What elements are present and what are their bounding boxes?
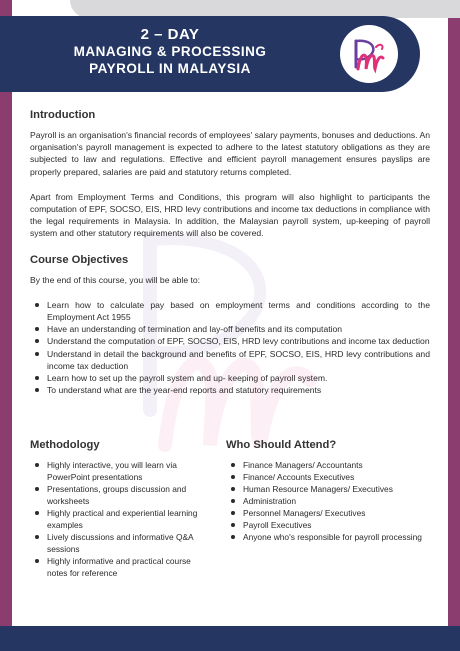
list-item: Finance Managers/ Accountants <box>226 459 430 471</box>
list-item: Finance/ Accounts Executives <box>226 471 430 483</box>
list-item: Understand in detail the background and benefits of EPF, SOCSO, EIS, HRD levy contributions and income tax deduction <box>30 348 430 372</box>
left-side-band <box>0 0 12 651</box>
course-duration: 2 – DAY <box>140 26 200 43</box>
course-title <box>0 26 340 77</box>
methodology-heading: Methodology <box>30 439 100 451</box>
list-item: Payroll Executives <box>226 519 430 531</box>
list-item: Highly interactive, you will learn via PowerPoint presentations <box>30 459 208 483</box>
list-item: Highly practical and experiential learning examples <box>30 507 208 531</box>
introduction-paragraph: Payroll is an organisation's financial records of employees' salary payments, bonuses and deductions. An organisation's payroll management is expected to adhere to the latest statutory obligations as they are subjected to law and regulations. Effective and efficient payroll management ensures payslips are properly prepared, salaries are paid and statutory returns completed. <box>30 130 430 177</box>
list-item: Human Resource Managers/ Executives <box>226 483 430 495</box>
who-should-attend-column <box>226 438 430 543</box>
list-item: Learn how to calculate pay based on employment terms and conditions according to the Employment Act 1955 <box>30 299 430 323</box>
course-title-line-2: PAYROLL IN MALAYSIA <box>89 61 251 76</box>
attendee-list <box>226 459 430 543</box>
course-title-line-1: MANAGING & PROCESSING <box>73 44 267 59</box>
footer-bar <box>0 626 460 651</box>
list-item: Administration <box>226 495 430 507</box>
objectives-lead: By the end of this course, you will be able to: <box>30 274 201 285</box>
list-item: Presentations, groups discussion and worksheets <box>30 483 208 507</box>
list-item: Have an understanding of termination and lay-off benefits and its computation <box>30 323 430 335</box>
methodology-list <box>30 459 208 579</box>
list-item: Learn how to set up the payroll system and up- keeping of payroll system. <box>30 372 430 384</box>
introduction-heading: Introduction <box>30 109 96 121</box>
list-item: Lively discussions and informative Q&A sessions <box>30 531 208 555</box>
list-item: Anyone who's responsible for payroll processing <box>226 531 430 543</box>
introduction-paragraph: Apart from Employment Terms and Conditions, this program will also highlight to participants the computation of EPF, SOCSO, EIS, HRD levy contributions and income tax deductions in compliance with the legal requirements in Malaysia. In addition, the Malaysian payroll system, up-keeping of payroll system and other statutory requirements will also be covered. <box>30 191 430 239</box>
main-content <box>30 108 430 396</box>
list-item: Highly informative and practical course notes for reference <box>30 555 208 579</box>
brand-monogram-logo <box>340 25 398 83</box>
right-side-band <box>448 0 460 651</box>
list-item: To understand what are the year-end reports and statutory requirements <box>30 384 430 396</box>
methodology-column <box>30 438 208 579</box>
list-item: Understand the computation of EPF, SOCSO, EIS, HRD levy contributions and income tax deduction <box>30 335 430 347</box>
course-objectives-heading: Course Objectives <box>30 253 129 266</box>
who-should-attend-heading: Who Should Attend? <box>226 439 337 451</box>
list-item: Personnel Managers/ Executives <box>226 507 430 519</box>
objectives-list <box>30 299 430 397</box>
